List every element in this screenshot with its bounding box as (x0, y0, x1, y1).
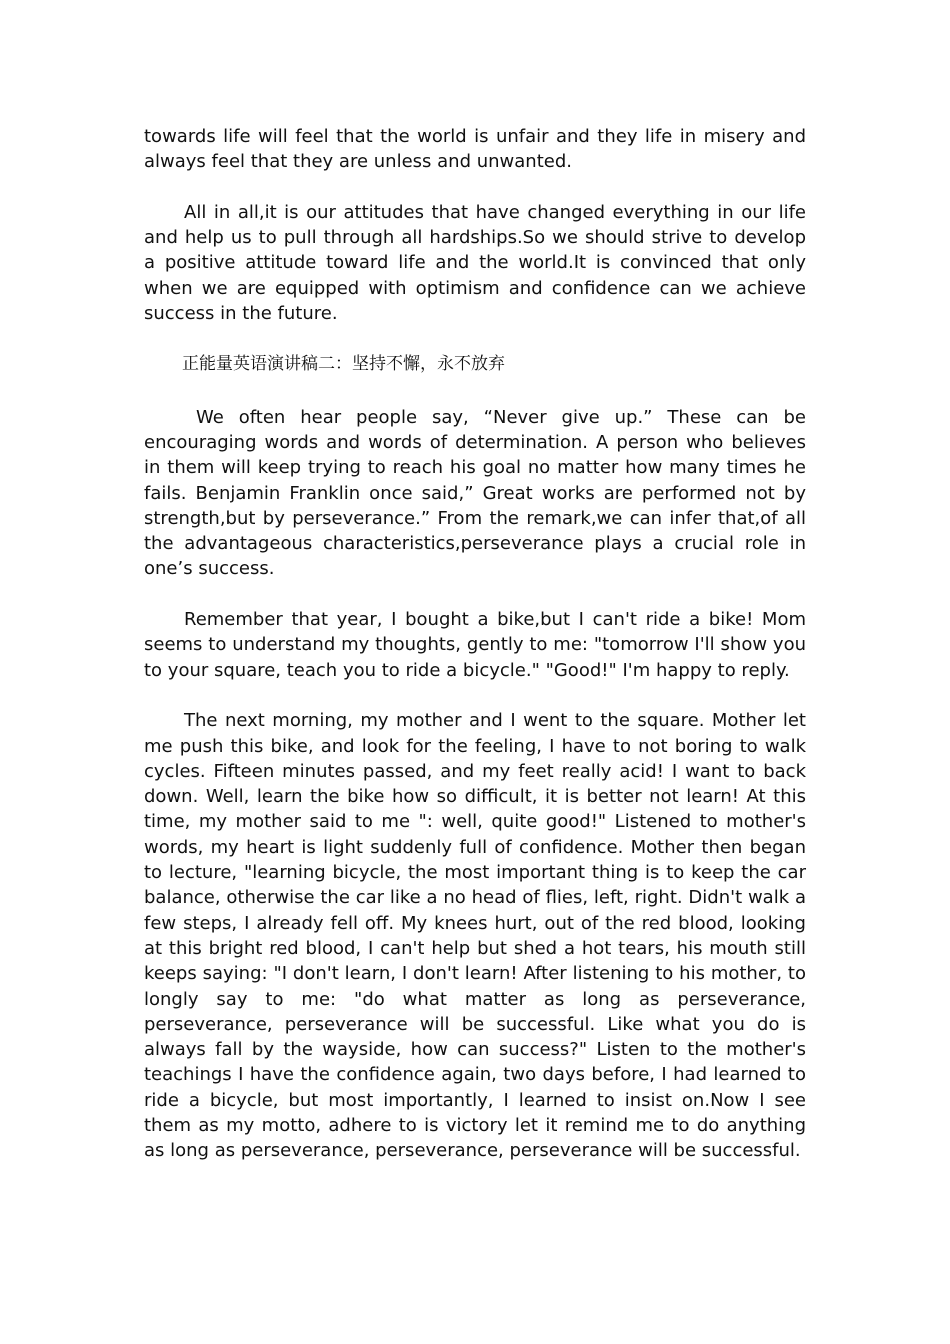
paragraph-never-give-up: We often hear people say, “Never give up.” These can be encouraging words and words of determination. A person who believes in them will keep trying to reach his goal no matter how many times he fails. Benjamin Franklin once said,” Great works are performed not by strength,but by perseverance.” From the remark,we can infer that,of all the advantageous characteristics,perseverance plays a crucial role in one’s success. (144, 406, 806, 580)
paragraph-attitudes-conclusion: All in all,it is our attitudes that have changed everything in our life and help us to pull through all hardships.So we should strive to develop a positive attitude toward life and the world.It is convinced that only when we are equipped with optimism and confidence can we achieve success in the future. (144, 201, 806, 325)
paragraph-bike-story-main: The next morning, my mother and I went to the square. Mother let me push this bike, and look for the feeling, I have to not boring to walk cycles. Fifteen minutes passed, and my feet really acid! I want to back down. Well, learn the bike how so difficult, it is better not learn! At this time, my mother said to me ": well, quite good!" Listened to mother's words, my heart is light suddenly full of confidence. Mother then began to lecture, "learning bicycle, the most important thing is to keep the car balance, otherwise the car like a no head of flies, left, right. Didn't walk a few steps, I already fell off. My knees hurt, out of the red blood, looking at this bright red blood, I can't help but shed a hot tears, his mouth still keeps saying: "I don't learn, I don't learn! After listening to his mother, to longly say to me: "do what matter as long as perseverance, perseverance, perseverance will be successful. Like what you do is always fall by the wayside, how can success?" Listen to the mother's teachings I have the confidence again, two days before, I had learned to ride a bicycle, but most importantly, I learned to insist on.Now I see them as my motto, adhere to is victory let it remind me to do anything as long as perseverance, perseverance, perseverance will be successful. (144, 710, 806, 1162)
document-page (144, 124, 806, 1189)
paragraph-bike-story-intro: Remember that year, I bought a bike,but I can't ride a bike! Mom seems to understand my thoughts, gently to me: "tomorrow I'll show you to your square, teach you to ride a bicycle." "Good!" I'm happy to reply. (144, 609, 806, 681)
section-heading: 正能量英语演讲稿二：坚持不懈，永不放弃 (182, 353, 505, 374)
paragraph-continuation: towards life will feel that the world is unfair and they life in misery and always feel that they are unless and unwanted. (144, 126, 806, 173)
